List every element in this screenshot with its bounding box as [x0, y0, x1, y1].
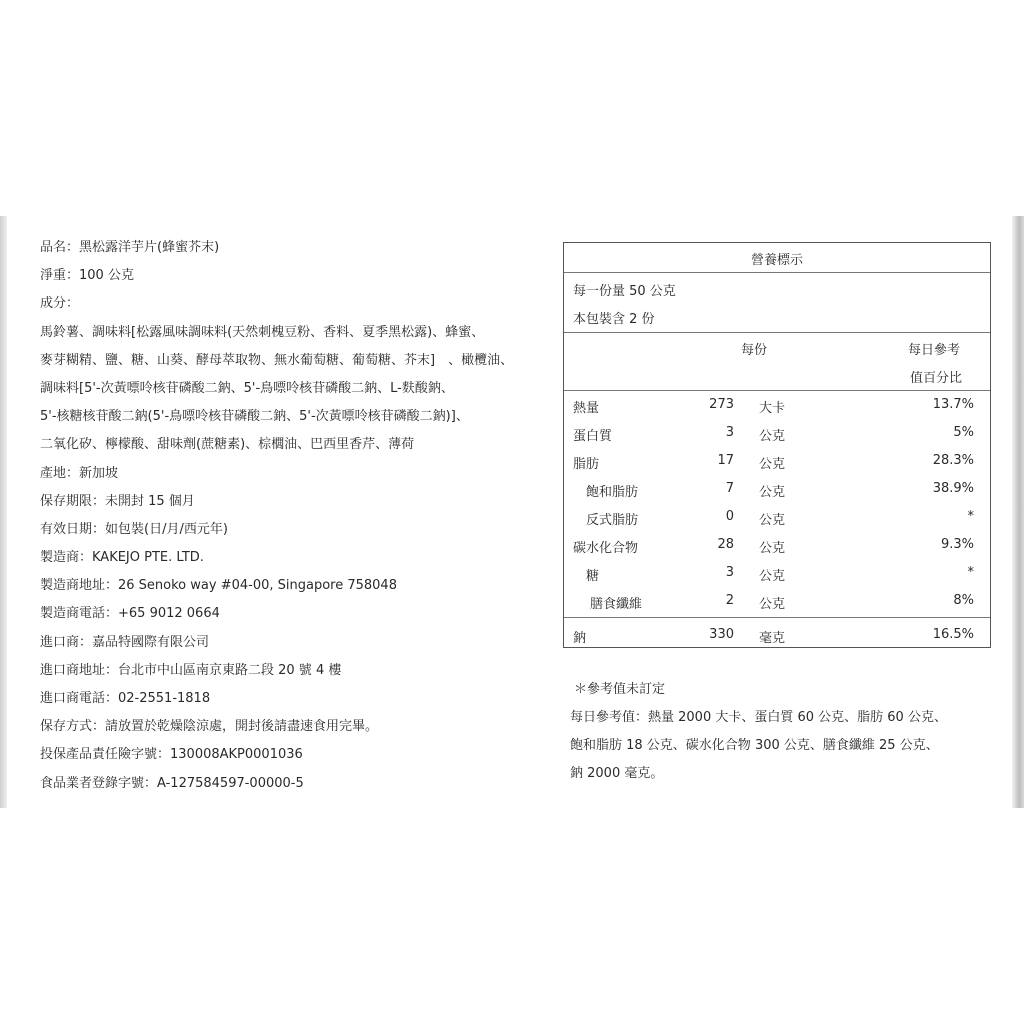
- nutrient-value: 17: [717, 453, 734, 468]
- nutrient-value: 28: [717, 537, 734, 552]
- product-info-list: [40, 234, 550, 798]
- nutrient-value: 7: [725, 481, 734, 496]
- column-daily-value-2: 值百分比: [910, 371, 963, 386]
- column-daily-value: 每日參考: [908, 343, 961, 358]
- nutrient-unit: 毫克: [759, 631, 786, 646]
- nutrient-value: 0: [725, 509, 734, 524]
- ingredients-heading: 成分：: [40, 296, 80, 312]
- importer: 進口商：嘉品特國際有限公司: [40, 634, 210, 650]
- nutrient-daily-percent: 16.5%: [932, 627, 974, 642]
- ingredients-line: 調味料[5'-次黃嘌呤核苷磷酸二鈉、5'-鳥嘌呤核苷磷酸二鈉、L-麩酸鈉、: [40, 380, 454, 396]
- nutrient-name: 鈉: [573, 631, 587, 646]
- nutrient-name: 脂肪: [573, 457, 600, 472]
- expiry-date: 有效日期：如包裝(日/月/西元年): [40, 521, 228, 537]
- manufacturer: 製造商：KAKEJO PTE. LTD.: [40, 550, 204, 566]
- nutrient-daily-percent: 5%: [953, 425, 974, 440]
- divider: [564, 390, 990, 391]
- nutrient-name: 碳水化合物: [573, 541, 639, 556]
- nutrition-facts-table: [563, 242, 991, 648]
- nutrient-unit: 公克: [759, 597, 786, 612]
- insurance-number: 投保產品責任險字號：130008AKP0001036: [40, 747, 303, 763]
- nutrient-value: 3: [725, 425, 734, 440]
- nutrient-value: 330: [709, 627, 734, 642]
- nutrient-name: 熱量: [573, 401, 600, 416]
- shelf-life: 保存期限：未開封 15 個月: [40, 493, 195, 509]
- origin: 產地：新加坡: [40, 465, 119, 481]
- nutrient-daily-percent: *: [967, 565, 974, 580]
- nutrient-unit: 公克: [759, 457, 786, 472]
- nutrient-daily-percent: 28.3%: [932, 453, 974, 468]
- manufacturer-phone: 製造商電話：+65 9012 0664: [40, 606, 220, 622]
- nutrient-name: 反式脂肪: [586, 513, 639, 528]
- nutrient-unit: 公克: [759, 569, 786, 584]
- nutrient-name: 糖: [586, 569, 600, 584]
- nutrient-name: 膳食纖維: [590, 597, 643, 612]
- note-asterisk: ＊參考值未訂定: [574, 682, 666, 697]
- column-per-serving: 每份: [741, 343, 768, 358]
- daily-reference-line: 鈉 2000 毫克。: [570, 766, 664, 781]
- nutrient-daily-percent: 13.7%: [932, 397, 974, 412]
- servings-per-package: 本包裝含 2 份: [573, 312, 655, 327]
- nutrient-name: 蛋白質: [573, 429, 613, 444]
- food-business-registration: 食品業者登錄字號：A-127584597-00000-5: [40, 775, 304, 791]
- page-edge-right: [1012, 216, 1024, 808]
- storage-method: 保存方式：請放置於乾燥陰涼處，開封後請盡速食用完畢。: [40, 719, 379, 735]
- serving-size: 每一份量 50 公克: [573, 284, 676, 299]
- divider: [564, 332, 990, 333]
- nutrient-daily-percent: *: [967, 509, 974, 524]
- importer-address: 進口商地址：台北市中山區南京東路二段 20 號 4 樓: [40, 662, 342, 678]
- nutrient-unit: 公克: [759, 513, 786, 528]
- divider: [564, 272, 990, 273]
- nutrient-value: 2: [725, 593, 734, 608]
- daily-reference-line: 飽和脂肪 18 公克、碳水化合物 300 公克、膳食纖維 25 公克、: [570, 738, 939, 753]
- ingredients-line: 二氧化矽、檸檬酸、甜味劑(蔗糖素)、棕櫚油、巴西里香芹、薄荷: [40, 437, 415, 453]
- page-edge-left: [0, 216, 7, 808]
- nutrient-unit: 大卡: [759, 401, 786, 416]
- divider: [564, 617, 990, 618]
- ingredients-line: 麥芽糊精、鹽、糖、山葵、酵母萃取物、無水葡萄糖、葡萄糖、芥末] 、橄欖油、: [40, 352, 514, 368]
- net-weight: 淨重：100 公克: [40, 268, 134, 284]
- nutrient-name: 飽和脂肪: [586, 485, 639, 500]
- nutrient-daily-percent: 9.3%: [940, 537, 974, 552]
- nutrient-value: 273: [709, 397, 734, 412]
- nutrient-daily-percent: 8%: [953, 593, 974, 608]
- nutrient-value: 3: [725, 565, 734, 580]
- manufacturer-address: 製造商地址：26 Senoko way #04-00, Singapore 758048: [40, 578, 397, 594]
- nutrient-unit: 公克: [759, 485, 786, 500]
- nutrient-daily-percent: 38.9%: [932, 481, 974, 496]
- product-name: 品名：黑松露洋芋片(蜂蜜芥末): [40, 240, 220, 255]
- nutrition-title: 營養標示: [750, 253, 803, 268]
- daily-reference-line: 每日參考值：熱量 2000 大卡、蛋白質 60 公克、脂肪 60 公克、: [570, 710, 947, 725]
- footnotes: [570, 676, 980, 788]
- nutrient-unit: 公克: [759, 429, 786, 444]
- ingredients-line: 5'-核糖核苷酸二鈉(5'-鳥嘌呤核苷磷酸二鈉、5'-次黃嘌呤核苷磷酸二鈉)]、: [40, 409, 469, 425]
- importer-phone: 進口商電話：02-2551-1818: [40, 691, 211, 706]
- nutrient-unit: 公克: [759, 541, 786, 556]
- ingredients-line: 馬鈴薯、調味料[松露風味調味料(天然刺槐豆粉、香料、夏季黑松露)、蜂蜜、: [40, 324, 485, 340]
